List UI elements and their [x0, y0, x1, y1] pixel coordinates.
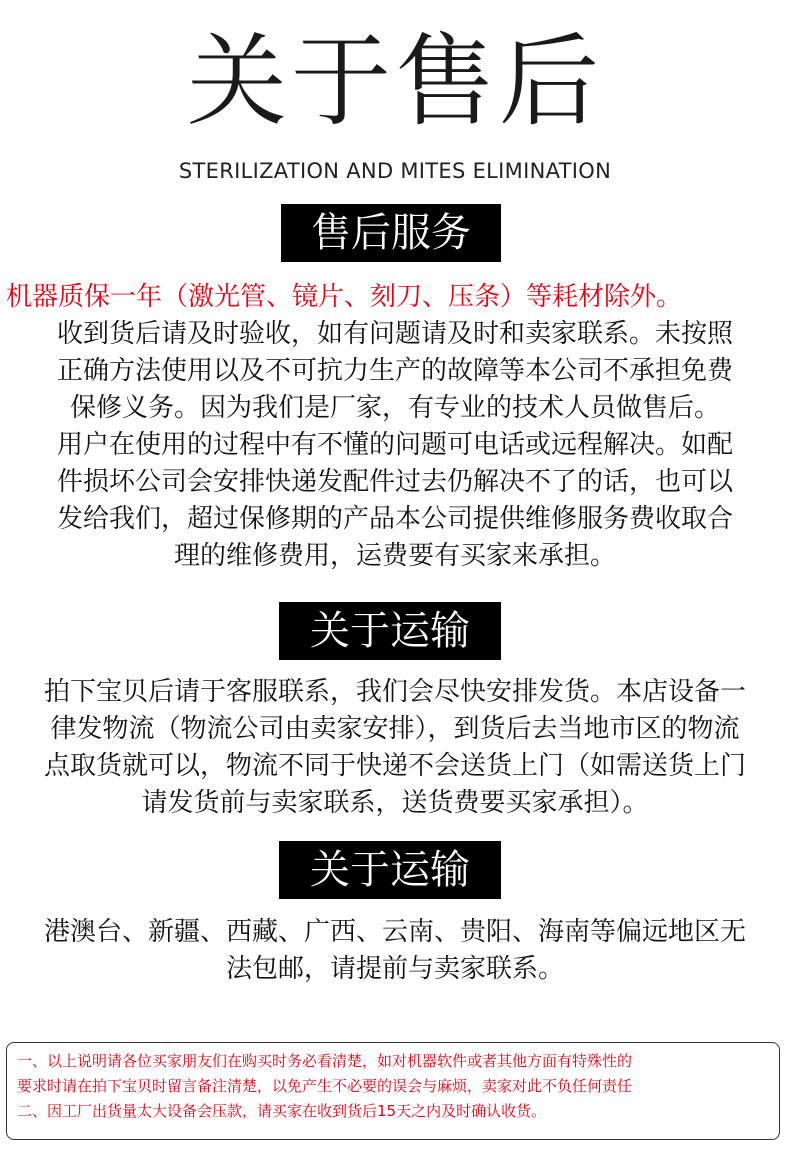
paragraph-line: 请发货前与卖家联系，送货费要买家承担）。 — [141, 788, 649, 818]
paragraph-line: 点取货就可以，物流不同于快递不会送货上门（如需送货上门 — [43, 751, 746, 781]
paragraph-line: 拍下宝贝后请于客服联系，我们会尽快安排发货。本店设备一 — [43, 677, 746, 707]
paragraph-line: 保修义务。因为我们是厂家，有专业的技术人员做售后。 — [69, 393, 720, 423]
page-title: 关于售后 — [187, 23, 603, 140]
paragraph-line: 发给我们，超过保修期的产品本公司提供维修服务费收取合 — [56, 504, 733, 534]
warranty-line: 机器质保一年（激光管、镜片、刻刀、压条）等耗材除外。 — [6, 282, 683, 312]
section-label-shipping: 关于运输 — [279, 602, 501, 660]
paragraph-line: 律发物流（物流公司由卖家安排），到货后去当地市区的物流 — [50, 714, 740, 744]
notice-box — [6, 1042, 780, 1140]
paragraph-line: 用户在使用的过程中有不懂的问题可电话或远程解决。如配 — [56, 430, 733, 460]
section-label-after-sales: 售后服务 — [281, 204, 501, 262]
paragraph-line: 件损坏公司会安排快递发配件过去仍解决不了的话，也可以 — [56, 467, 733, 497]
notice-line: 一、以上说明请各位买家朋友们在购买时务必看清楚，如对机器软件或者其他方面有特殊性的 — [17, 1052, 633, 1070]
paragraph-line: 理的维修费用，运费要有买家来承担。 — [173, 541, 616, 571]
notice-line: 二、因工厂出货量太大设备会压款，请买家在收到货后15天之内及时确认收货。 — [17, 1102, 547, 1120]
notice-line: 要求时请在拍下宝贝时留言备注清楚，以免产生不必要的误会与麻烦，卖家对此不负任何责任 — [17, 1077, 633, 1095]
paragraph-line: 正确方法使用以及不可抗力生产的故障等本公司不承担免费 — [56, 356, 733, 386]
section-body-shipping — [0, 674, 790, 822]
page-subtitle: STERILIZATION AND MITES ELIMINATION — [178, 159, 612, 183]
paragraph-line: 法包邮，请提前与卖家联系。 — [225, 954, 564, 984]
section-body-after-sales — [0, 279, 790, 575]
section-label-remote-areas: 关于运输 — [279, 841, 501, 899]
paragraph-line: 港澳台、新疆、西藏、广西、云南、贵阳、海南等偏远地区无 — [43, 917, 746, 947]
paragraph-line: 收到货后请及时验收，如有问题请及时和卖家联系。未按照 — [56, 319, 733, 349]
section-body-remote-areas — [0, 914, 790, 988]
